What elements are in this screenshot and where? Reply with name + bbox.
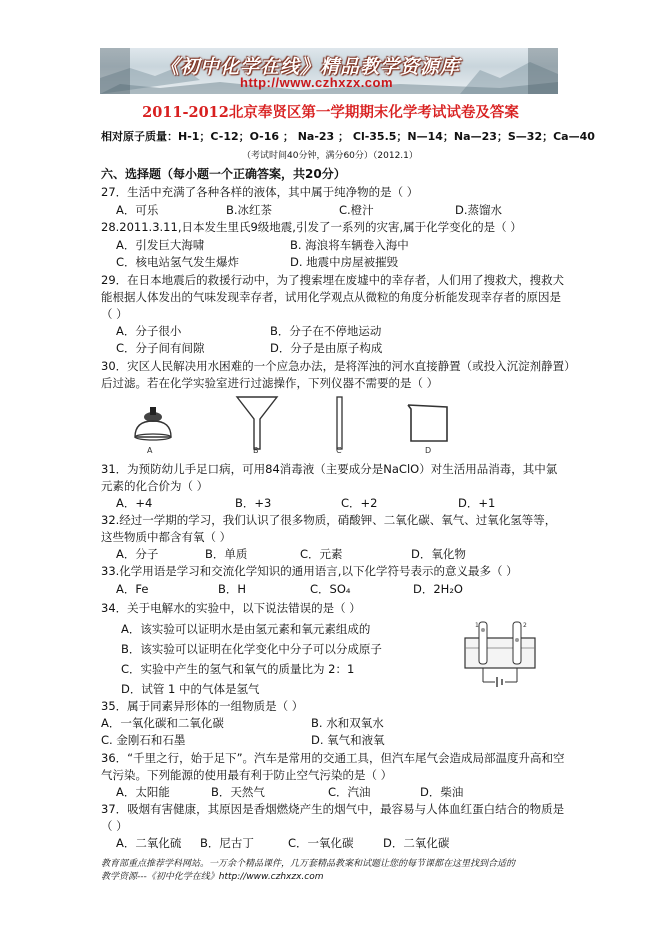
atomic-mass-label: 相对原子质量： (101, 130, 178, 143)
q33-option-b: B．H (218, 582, 247, 596)
q32-option-a: A．分子 (116, 547, 159, 561)
q32-option-d: D．氧化物 (411, 547, 466, 561)
q36-option-c: C．汽油 (328, 785, 371, 799)
q34-option-c: C．实验中产生的氢气和氧气的质量比为 2：1 (121, 662, 355, 676)
q31-option-a: A．+4 (116, 496, 153, 510)
funnel-icon (237, 397, 277, 449)
q29-option-a: A．分子很小 (116, 324, 182, 338)
q28-option-b: B. 海浪将车辆卷入海中 (290, 238, 409, 252)
footer-line2[interactable]: 教学资源---《初中化学在线》http://www.czhxzx.com (101, 872, 324, 882)
atomic-mass-values: H-1；C-12；O-16 ； Na-23 ； Cl-35.5；N—14；Na—23；S—32；Ca—40 (178, 130, 595, 143)
q30-line2: 后过滤。若在化学实验室进行过滤操作，下列仪器不需要的是（ ） (101, 376, 439, 390)
figure-label-d: D (425, 446, 432, 455)
tube-label-1: 1 (475, 622, 479, 629)
q36-option-d: D．柴油 (420, 785, 464, 799)
figure-label-b: B (253, 446, 259, 455)
q34-option-d: D．试管 1 中的气体是氢气 (121, 682, 260, 696)
q27-option-d: D.蒸馏水 (455, 203, 503, 217)
q29-option-c: C．分子间有间隙 (116, 341, 205, 355)
electrolysis-apparatus-figure (455, 618, 550, 690)
q35-option-b: B. 水和双氧水 (311, 716, 384, 730)
q29-line1: 29．在日本地震后的救援行动中，为了搜索埋在废墟中的幸存者，人们用了搜救犬，搜救犬 (101, 273, 565, 287)
q29-line3: （ ） (101, 307, 128, 321)
q31-option-c: C．+2 (341, 496, 378, 510)
document-title: 2011-2012北京奉贤区第一学期期末化学考试试卷及答案 (142, 104, 519, 121)
figure-label-a: A (147, 446, 153, 455)
q32-line1: 32.经过一学期的学习，我们认识了很多物质，硝酸钾、二氧化碳、氧气、过氧化氢等等， (101, 513, 557, 527)
q36-line2: 气污染。下列能源的使用最有利于防止空气污染的是（ ） (101, 768, 393, 782)
banner-title: 《初中化学在线》精品教学资源库 (160, 56, 461, 78)
electrolysis-icon (465, 622, 535, 687)
q32-option-c: C．元素 (300, 547, 343, 561)
q28-option-d: D. 地震中房屋被摧毁 (290, 255, 399, 269)
q37-option-c: C．一氧化碳 (288, 836, 354, 850)
q29-option-d: D．分子是由原子构成 (270, 341, 383, 355)
q30-line1: 30．灾区人民解决用水困难的一个应急办法，是将浑浊的河水直接静置（或投入沉淀剂静置） (101, 359, 576, 373)
alcohol-lamp-icon (135, 407, 171, 440)
q34-stem: 34．关于电解水的实验中，以下说法错误的是（ ） (101, 601, 361, 615)
exam-info: （考试时间40分钟，满分60分）（2012.1） (242, 151, 418, 161)
q31-line2: 元素的化合价为（ ） (101, 479, 209, 493)
q36-option-a: A．太阳能 (116, 785, 170, 799)
q37-option-a: A．二氧化硫 (116, 836, 182, 850)
banner-url[interactable]: http://www.czhxzx.com (240, 75, 394, 90)
q32-option-b: B．单质 (205, 547, 248, 561)
q35-option-d: D. 氧气和液氧 (311, 733, 385, 747)
q32-line2: 这些物质中都含有氧（ ） (101, 530, 232, 544)
q27-stem: 27．生活中充满了各种各样的液体，其中属于纯净物的是（ ） (101, 185, 419, 199)
q36-option-b: B．天然气 (211, 785, 265, 799)
q37-line2: （ ） (101, 819, 128, 833)
q33-option-d: D．2H₂O (413, 582, 463, 596)
q27-option-c: C.橙汁 (339, 203, 374, 217)
q28-option-a: A．引发巨大海啸 (116, 238, 205, 252)
glass-rod-icon (337, 397, 342, 449)
tube-label-2: 2 (523, 622, 527, 629)
q29-line2: 能根据人体发出的气味发现幸存者，试用化学观点从微粒的角度分析能发现幸存者的原因是 (101, 290, 561, 304)
q33-stem: 33.化学用语是学习和交流化学知识的通用语言,以下化学符号表示的意义最多（ ） (101, 564, 518, 578)
q37-line1: 37．吸烟有害健康，其原因是香烟燃烧产生的烟气中，最容易与人体血红蛋白结合的物质是 (101, 802, 565, 816)
q31-option-d: D．+1 (458, 496, 496, 510)
q27-option-a: A．可乐 (116, 203, 159, 217)
q35-option-c: C. 金刚石和石墨 (101, 733, 186, 747)
header-banner (100, 48, 558, 94)
footer-line1: 教育部重点推荐学科网站。一万余个精品课件，几万套精品教案和试题让您的每节课都在这里找到合适的 (101, 859, 516, 869)
section-heading: 六、选择题（每小题一个正确答案，共20分） (101, 167, 346, 181)
q33-option-a: A．Fe (116, 582, 149, 596)
lab-apparatus-figure (125, 395, 565, 455)
q31-option-b: B．+3 (235, 496, 272, 510)
atomic-mass-line (101, 128, 595, 144)
q37-option-d: D．二氧化碳 (383, 836, 450, 850)
q34-option-a: A．该实验可以证明水是由氢元素和氧元素组成的 (121, 622, 371, 636)
q33-option-c: C．SO₄ (310, 582, 351, 596)
q27-option-b: B.冰红茶 (226, 203, 273, 217)
q36-line1: 36．“千里之行，始于足下”。汽车是常用的交通工具，但汽车尾气会造成局部温度升高和空 (101, 751, 565, 765)
q37-option-b: B．尼古丁 (200, 836, 254, 850)
q29-option-b: B．分子在不停地运动 (270, 324, 382, 338)
q31-line1: 31．为预防幼儿手足口病，可用84消毒液（主要成分是NaClO）对生活用品消毒，其中氯 (101, 462, 558, 476)
beaker-icon (408, 405, 447, 441)
q35-stem: 35．属于同素异形体的一组物质是（ ） (101, 699, 304, 713)
q34-option-b: B．该实验可以证明在化学变化中分子可以分成原子 (121, 642, 382, 656)
figure-label-c: C (336, 446, 342, 455)
q28-option-c: C．核电站氢气发生爆炸 (116, 255, 240, 269)
q35-option-a: A．一氧化碳和二氧化碳 (101, 716, 224, 730)
q28-stem: 28.2011.3.11,日本发生里氏9级地震,引发了一系列的灾害,属于化学变化的是（ ） (101, 220, 522, 234)
